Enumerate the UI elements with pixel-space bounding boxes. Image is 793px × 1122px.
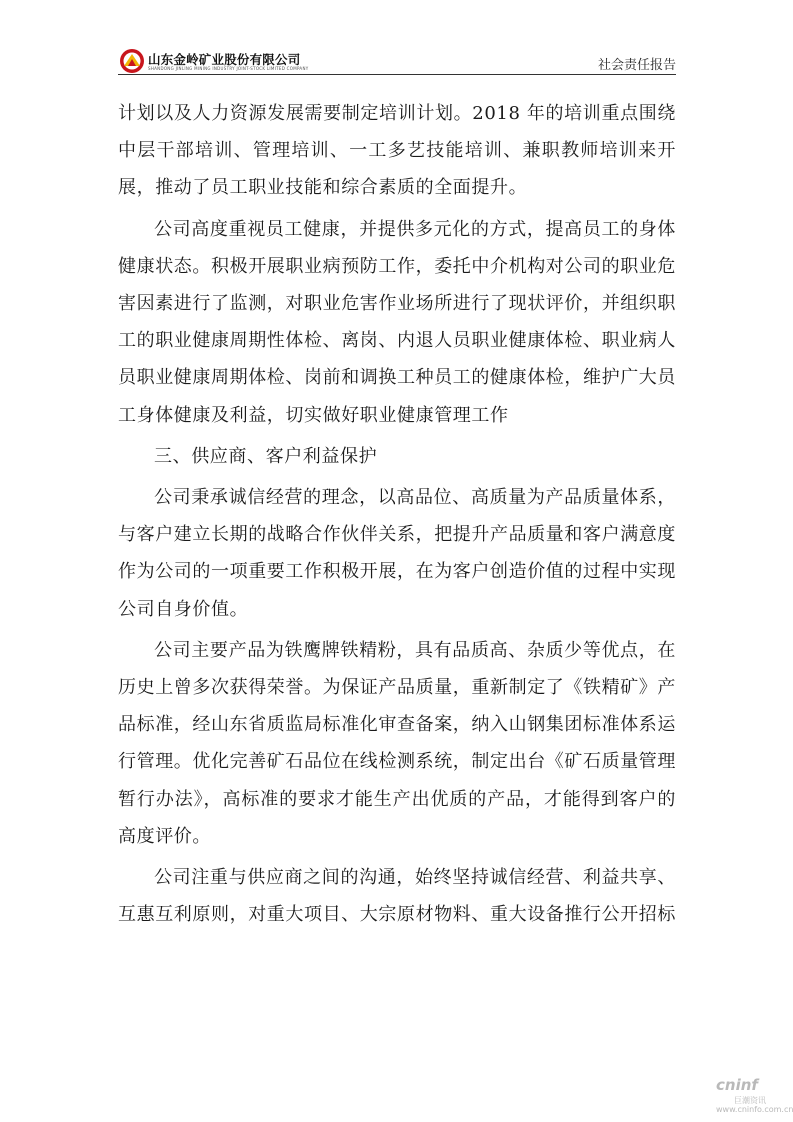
header-divider [118,74,676,75]
company-logo-icon [118,48,146,74]
section-heading: 三、供应商、客户利益保护 [154,445,378,467]
body-paragraph: 公司高度重视员工健康，并提供多元化的方式，提高员工的身体健康状态。积极开展职业病预防工作，委托中介机构对公司的职业危害因素进行了监测，对职业危害作业场所进行了现状评价，并组织职工的职业健康周期性体检、离岗、内退人员职业健康体检、职业病人员职业健康周期体检、岗前和调换工种员工的健康体检，维护广大员工身体健康及利益，切实做好职业健康管理工作 [118,218,676,426]
page-header [118,48,676,74]
cninfo-watermark [716,1076,793,1116]
body-paragraph: 公司秉承诚信经营的理念，以高品位、高质量为产品质量体系，与客户建立长期的战略合作伙伴关系，把提升产品质量和客户满意度作为公司的一项重要工作积极开展，在为客户创造价值的过程中实现公司自身价值。 [118,487,676,620]
watermark-cn-text: 巨潮资讯 [734,1096,766,1105]
report-body [118,95,676,937]
body-paragraph: 公司注重与供应商之间的沟通，始终坚持诚信经营、利益共享、互惠互利原则，对重大项目、大宗原材物料、重大设备推行公开招标 [118,867,676,926]
body-paragraph: 计划以及人力资源发展需要制定培训计划。2018 年的培训重点围绕中层干部培训、管理培训、一工多艺技能培训、兼职教师培训来开展，推动了员工职业技能和综合素质的全面提升。 [118,103,676,199]
watermark-logo-text: cninf [716,1076,758,1094]
watermark-url: www.cninfo.com.cn [716,1105,793,1114]
body-paragraph: 公司主要产品为铁鹰牌铁精粉，具有品质高、杂质少等优点，在历史上曾多次获得荣誉。为保证产品质量，重新制定了《铁精矿》产品标准，经山东省质监局标准化审查备案，纳入山钢集团标准体系运行管理。优化完善矿石品位在线检测系统，制定出台《矿石质量管理暂行办法》，高标准的要求才能生产出优质的产品，才能得到客户的高度评价。 [118,639,676,847]
company-name-english: SHANDONG JINLING MINING INDUSTRY JOINT-STOCK LIMITED COMPANY [148,66,309,71]
report-type-label: 社会责任报告 [597,58,676,73]
company-name: 山东金岭矿业股份有限公司 [148,52,301,67]
